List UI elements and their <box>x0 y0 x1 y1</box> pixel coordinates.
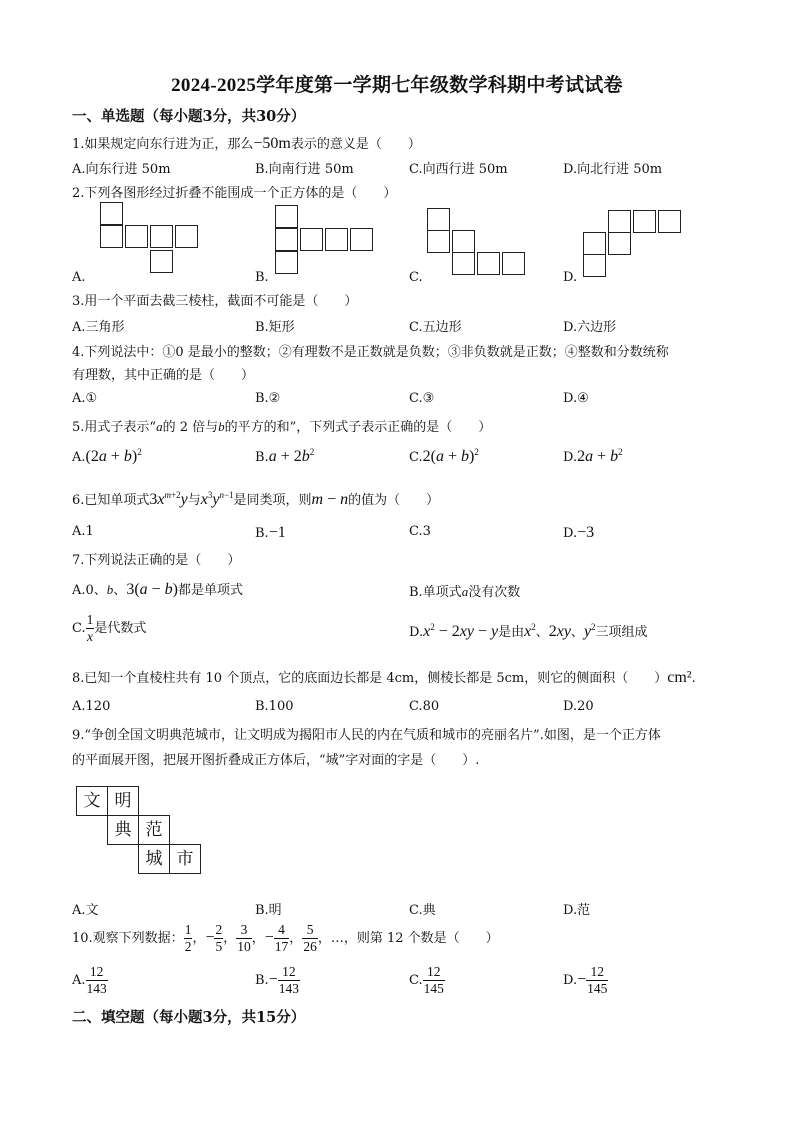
question-9-stem-line-2: 的平面展开图，把展开图折叠成正方体后，“城”字对面的字是（ ）. <box>72 753 480 768</box>
q3-option-b[interactable]: B.矩形 <box>255 320 295 335</box>
q9-option-c[interactable]: C.典 <box>409 903 436 918</box>
q7-b-pre: B.单项式 <box>409 585 462 600</box>
q6-option-a[interactable]: A.1 <box>72 524 94 539</box>
q7-d-poly: $x^2 - 2xy - y$ <box>423 622 499 640</box>
q10-seq-comma: ， <box>289 931 303 946</box>
question-1-stem <box>72 133 421 153</box>
q7-a-var-b: b <box>106 582 114 597</box>
q5-option-d-expr: $2a + b^2$ <box>577 447 623 465</box>
question-2-stem: 2.下列各图形经过折叠不能围成一个正方体的是（ ） <box>72 186 397 201</box>
question-4-stem-line-1: 4.下列说法中：①0 是最小的整数；②有理数不是正数就是负数；③非负数就是正数；④整数和分数统称 <box>72 345 669 360</box>
q10-seq-sign: − <box>264 929 274 946</box>
q10-option-c-fraction: $\frac{12}{145}$ <box>423 964 444 996</box>
q6-option-b[interactable] <box>255 524 286 542</box>
q1-stem-text-a: 1.如果规定向东行进为正，那么 <box>72 137 254 152</box>
q5-option-b[interactable] <box>255 448 314 466</box>
q6-option-c[interactable]: C.3 <box>409 524 431 539</box>
q10-option-c-label: C. <box>409 973 423 988</box>
q6-option-d-value: −3 <box>577 524 595 541</box>
q9-cell-5: 城 <box>138 844 170 874</box>
q6-expression: m − n <box>311 491 349 508</box>
q2-option-d[interactable]: D. <box>563 270 578 285</box>
q4-option-c[interactable]: C.③ <box>409 391 435 406</box>
q6-stem-c: 是同类项，则 <box>233 493 312 508</box>
q10-option-d-fraction: $\frac{12}{145}$ <box>587 964 608 996</box>
q7-d-pre: D. <box>409 625 424 640</box>
q4-option-d[interactable]: D.④ <box>563 391 589 406</box>
q6-monomial-2: $x^3y^{n-1}$ <box>200 490 234 508</box>
q6-option-d[interactable] <box>563 524 594 542</box>
q3-option-c[interactable]: C.五边形 <box>409 320 462 335</box>
q7-b-var-a: a <box>461 584 469 599</box>
q7-a-sep: 、 <box>113 583 127 598</box>
q10-seq-comma: ， <box>223 931 237 946</box>
question-10-stem <box>72 922 499 955</box>
q7-c-pre: C. <box>72 621 86 636</box>
q6-option-b-label: B. <box>255 526 269 541</box>
q7-d-post: 三项组成 <box>595 625 648 640</box>
q7-option-c[interactable] <box>72 612 146 645</box>
q1-value: −50m <box>253 135 291 152</box>
q7-a-expr: 3(a − b) <box>126 581 178 598</box>
q10-stem-a: 10.观察下列数据： <box>72 931 184 946</box>
q6-stem-d: 的值为（ ） <box>348 493 440 508</box>
q5-var-a: a <box>156 419 163 434</box>
q7-d-sep2: 、 <box>570 625 584 640</box>
question-5-stem <box>72 416 491 435</box>
q4-option-b[interactable]: B.② <box>255 391 281 406</box>
q9-option-b[interactable]: B.明 <box>255 903 282 918</box>
q5-option-b-expr: $a + 2b^2$ <box>268 447 315 465</box>
q2-option-b[interactable]: B. <box>255 270 269 285</box>
q3-option-a[interactable]: A.三角形 <box>72 320 125 335</box>
q9-cell-2: 明 <box>107 786 139 816</box>
question-7-stem: 7.下列说法正确的是（ ） <box>72 553 241 568</box>
q6-option-d-label: D. <box>563 526 578 541</box>
question-3-stem: 3.用一个平面去截三棱柱，截面不可能是（ ） <box>72 294 358 309</box>
q10-option-c[interactable] <box>409 964 445 997</box>
q8-option-c[interactable]: C.80 <box>409 699 440 714</box>
q1-stem-text-b: 表示的意义是（ ） <box>290 137 421 152</box>
page-title: 2024-2025学年度第一学期七年级数学科期中考试试卷 <box>171 75 623 96</box>
q5-option-a-expr: $(2a + b)^2$ <box>85 447 142 465</box>
q10-stem-b: ，…，则第 12 个数是（ ） <box>317 931 499 946</box>
q7-d-sep1: 、 <box>535 625 549 640</box>
q5-option-d[interactable] <box>563 448 623 466</box>
q10-seq-sign: − <box>205 929 215 946</box>
q7-c-post: 是代数式 <box>94 621 147 636</box>
q1-option-d[interactable]: D.向北行进 50m <box>563 162 663 177</box>
section-heading-single-choice: 一、单选题（每小题3分，共30分） <box>72 108 306 125</box>
q5-option-a[interactable] <box>72 448 142 466</box>
q10-seq-comma: ， <box>192 931 206 946</box>
q9-cell-4: 范 <box>138 815 170 845</box>
q5-option-c-expr: $2(a + b)^2$ <box>422 447 479 465</box>
q7-d-term3: $y^2$ <box>583 622 596 640</box>
q5-stem-c: 的平方的和”，下列式子表示正确的是（ ） <box>224 420 492 435</box>
q1-option-a[interactable]: A.向东行进 50m <box>72 162 171 177</box>
q7-d-term2: 2xy <box>548 623 571 640</box>
q2-option-c[interactable]: C. <box>409 270 423 285</box>
q10-option-a-label: A. <box>72 973 86 988</box>
q10-option-d[interactable] <box>563 964 608 997</box>
q9-cell-6: 市 <box>169 844 201 874</box>
q8-option-d[interactable]: D.20 <box>563 699 594 714</box>
q10-option-b[interactable] <box>255 964 300 997</box>
q7-b-post: 没有次数 <box>468 585 521 600</box>
q6-option-b-value: −1 <box>268 524 286 541</box>
q4-option-a[interactable]: A.① <box>72 391 98 406</box>
question-8-stem: 8.已知一个直棱柱共有 10 个顶点，它的底面边长都是 4cm，侧棱长都是 5cm，则它的侧面积（ ）cm². <box>72 669 696 686</box>
q5-option-c-label: C. <box>409 450 423 465</box>
q7-option-a[interactable] <box>72 579 243 599</box>
q10-seq-fraction: $\frac{5}{26}$ <box>303 922 317 954</box>
q7-option-d[interactable] <box>409 621 648 641</box>
q9-cell-1: 文 <box>76 786 108 816</box>
q10-seq-comma: ， <box>251 931 265 946</box>
q3-option-d[interactable]: D.六边形 <box>563 320 617 335</box>
question-6-stem <box>72 489 439 509</box>
section-heading-fill-in: 二、填空题（每小题3分，共15分） <box>72 1009 306 1026</box>
q10-seq-fraction: $\frac{2}{5}$ <box>215 922 223 954</box>
q5-option-d-label: D. <box>563 450 578 465</box>
q6-stem-a: 6.已知单项式 <box>72 493 150 508</box>
q9-option-a[interactable]: A.文 <box>72 903 99 918</box>
q5-option-c[interactable] <box>409 448 479 466</box>
q7-d-mid: 是由 <box>498 625 525 640</box>
q6-stem-b: 与 <box>187 493 201 508</box>
q8-option-a[interactable]: A.120 <box>72 699 111 714</box>
q6-monomial-1: $3x^{m+2}y$ <box>149 490 188 508</box>
q7-option-b[interactable] <box>409 581 520 600</box>
q8-unit: cm² <box>667 669 692 686</box>
q7-a-post: 都是单项式 <box>178 583 244 598</box>
q10-option-b-label: B. <box>255 973 269 988</box>
q9-cell-3: 典 <box>107 815 139 845</box>
q10-option-d-minus: − <box>577 971 587 988</box>
q2-option-a[interactable]: A. <box>72 270 86 285</box>
q5-stem-a: 5.用式子表示“ <box>72 420 157 435</box>
q10-option-d-label: D. <box>563 973 578 988</box>
question-9-stem-line-1: 9.“争创全国文明典范城市，让文明成为揭阳市人民的内在气质和城市的亮丽名片”.如图，是一个正方体 <box>72 728 661 743</box>
question-4-stem-line-2: 有理数，其中正确的是（ ） <box>72 368 255 383</box>
q10-option-b-fraction: $\frac{12}{143}$ <box>278 964 299 996</box>
q10-seq-fraction: $\frac{3}{10}$ <box>237 922 251 954</box>
q10-sequence <box>184 922 318 954</box>
q10-seq-fraction: $\frac{4}{17}$ <box>274 922 289 954</box>
q10-option-b-minus: − <box>268 971 278 988</box>
q5-option-a-label: A. <box>72 450 86 465</box>
q5-var-b: b <box>218 419 225 434</box>
q7-c-fraction: $\frac{1}{x}$ <box>86 612 94 644</box>
q8-option-b[interactable]: B.100 <box>255 699 294 714</box>
q5-option-b-label: B. <box>255 450 269 465</box>
q8-stem-text: 8.已知一个直棱柱共有 10 个顶点，它的底面边长都是 4cm，侧棱长都是 5cm，则它的侧面积（ ） <box>72 671 668 686</box>
q10-option-a[interactable] <box>72 964 108 997</box>
q10-seq-fraction: $\frac{1}{2}$ <box>184 922 192 954</box>
q9-option-d[interactable]: D.范 <box>563 903 591 918</box>
q1-option-b[interactable]: B.向南行进 50m <box>255 162 354 177</box>
q1-option-c[interactable]: C.向西行进 50m <box>409 162 508 177</box>
q7-d-term1: $x^2$ <box>524 622 536 640</box>
q10-option-a-fraction: $\frac{12}{143}$ <box>86 964 107 996</box>
q5-stem-b: 的 2 倍与 <box>162 420 219 435</box>
q7-a-pre: A.0、 <box>72 583 107 598</box>
